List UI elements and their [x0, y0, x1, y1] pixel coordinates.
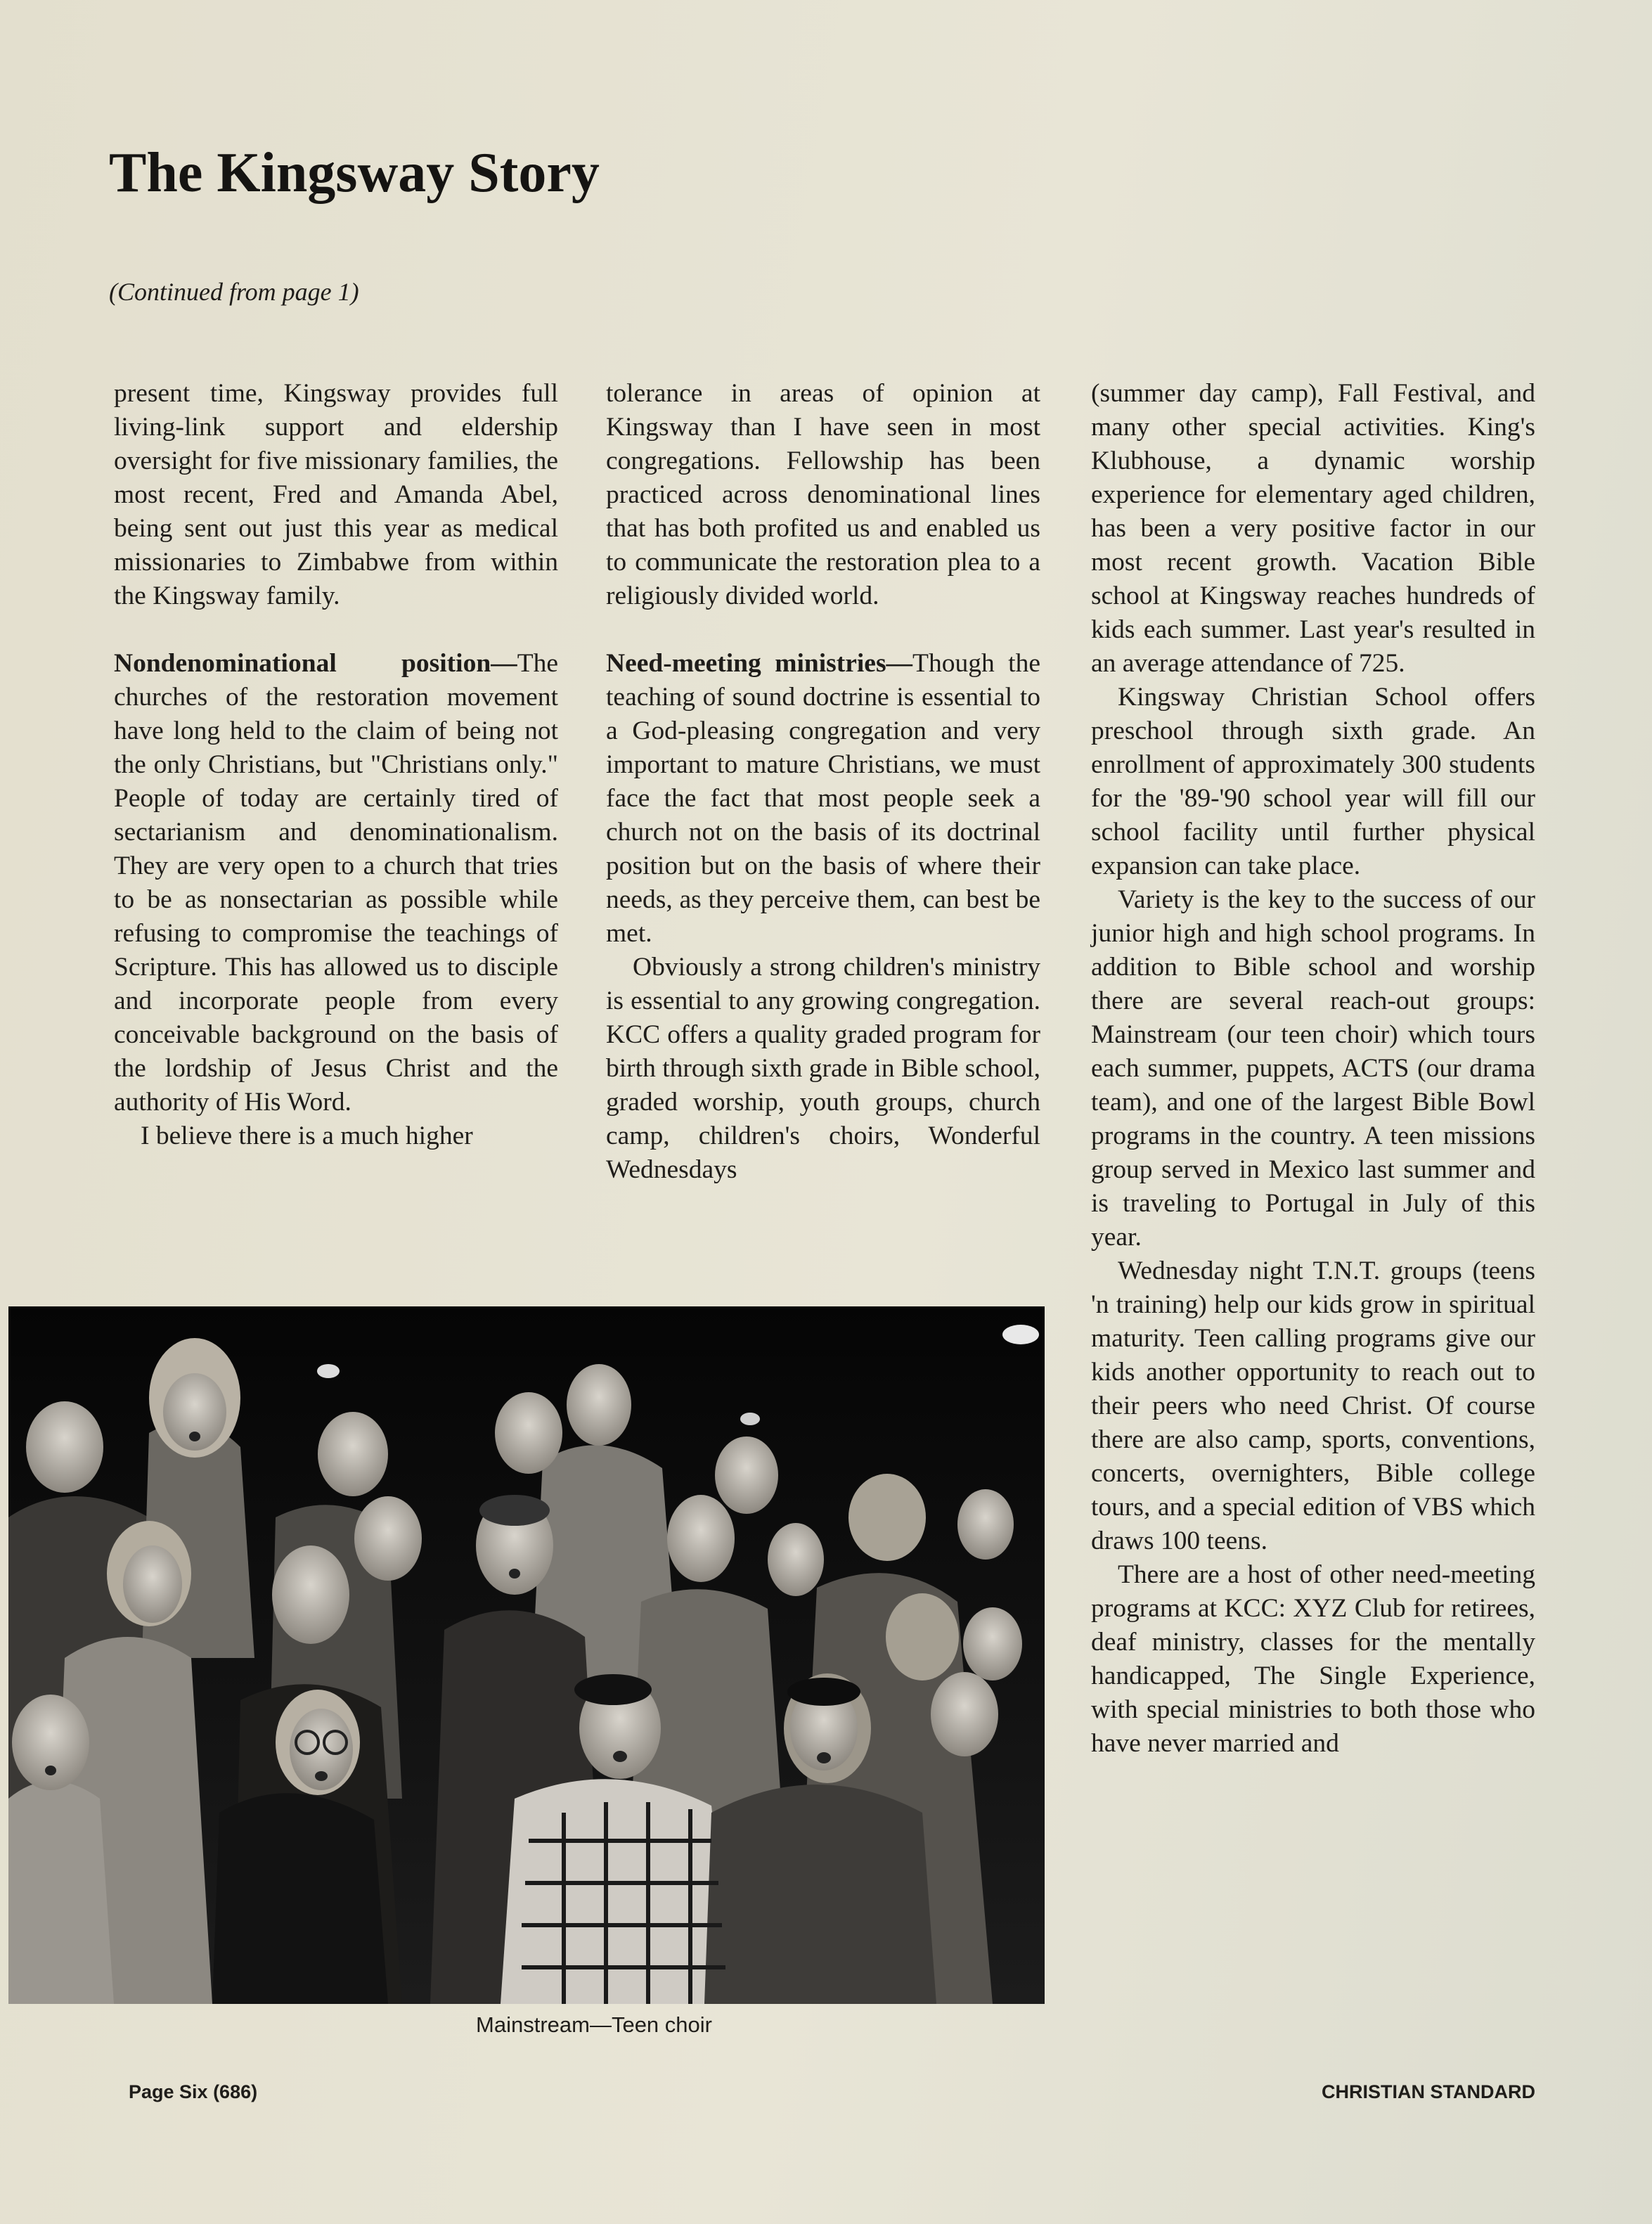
paragraph: Wednesday night T.N.T. groups (teens 'n training) help our kids grow in spiritual maturity. Teen calling programs give our kids another opportunity to reach out to their peers who need Christ. Of course there are also camp, sports, conventions, concerts, overnighters, Bible college tours, and a special edition of VBS which draws 100 teens. [1091, 1256, 1535, 1555]
paragraph-text: Though the teaching of sound doctrine is essential to a God-pleasing congregation and very important to mature Christians, we must face the fact that most people seek a church not on the basis of its doctrinal position but on the basis of where their needs, as they perceive them, can best be met. [606, 649, 1040, 948]
paragraph: present time, Kingsway provides full living-link support and eldership oversight for five missionary families, the most recent, Fred and Amanda Abel, being sent out just this year as medical missionaries to Zimbabwe from within the Kingsway family. [114, 379, 558, 610]
text-column-1 [114, 377, 558, 1153]
paragraph: tolerance in areas of opinion at Kingsway than I have seen in most congregations. Fellowship has been practiced across denominational lines that has both profited us and enabled us to communicate the restoration plea to a religiously divided world. [606, 379, 1040, 610]
paragraph: Obviously a strong children's ministry is essential to any growing congregation. KCC offers a quality graded program for birth through sixth grade in Bible school, graded worship, youth groups, church camp, children's choirs, Wonderful Wednesdays [606, 953, 1040, 1184]
article-title: The Kingsway Story [109, 142, 600, 204]
paragraph: I believe there is a much higher [141, 1121, 473, 1150]
paragraph-with-heading [114, 647, 558, 1119]
paragraph: (summer day camp), Fall Festival, and many other special activities. King's Klubhouse, a dynamic worship experience for elementary aged children, has been a very positive factor in our most recent growth. Vacation Bible school at Kingsway reaches hundreds of kids each summer. Last year's resulted in an average attendance of 725. [1091, 379, 1535, 678]
section-heading: Need-meeting ministries— [606, 649, 913, 678]
paragraph-with-heading [606, 647, 1040, 951]
page-number: Page Six (686) [129, 2081, 258, 2102]
text-column-2 [606, 377, 1040, 1187]
choir-photo [8, 1306, 1045, 2004]
publication-name: CHRISTIAN STANDARD [1322, 2081, 1535, 2102]
photo-caption: Mainstream—Teen choir [476, 2012, 712, 2037]
paragraph-text: The churches of the restoration movement have long held to the claim of being not the only Christians, but "Christians only." People of today are certainly tired of sectarianism and denominationalism. They are very open to a church that tries to be as nonsectarian as possible while refusing to compromise the teachings of Scripture. This has allowed us to disciple and incorporate people from every conceivable background on the basis of the lordship of Jesus Christ and the authority of His Word. [114, 649, 558, 1117]
paragraph: Kingsway Christian School offers preschool through sixth grade. An enrollment of approximately 300 students for the '89-'90 school year will fill our school facility until further physical expansion can take place. [1091, 683, 1535, 880]
section-heading: Nondenominational position— [114, 649, 517, 678]
paragraph: Variety is the key to the success of our junior high and high school programs. In addition to Bible school and worship there are several reach-out groups: Mainstream (our teen choir) which tours each summer, puppets, ACTS (our drama team), and one of the largest Bible Bowl programs in the country. A teen missions group served in Mexico last summer and is traveling to Portugal in July of this year. [1091, 885, 1535, 1252]
paragraph: There are a host of other need-meeting programs at KCC: XYZ Club for retirees, deaf ministry, classes for the mentally handicapped, The Single Experience, with special ministries to both those who have never married and [1091, 1560, 1535, 1758]
continued-note: (Continued from page 1) [109, 278, 359, 306]
text-column-3 [1091, 377, 1535, 1761]
choir-photo-illustration [8, 1306, 1045, 2004]
